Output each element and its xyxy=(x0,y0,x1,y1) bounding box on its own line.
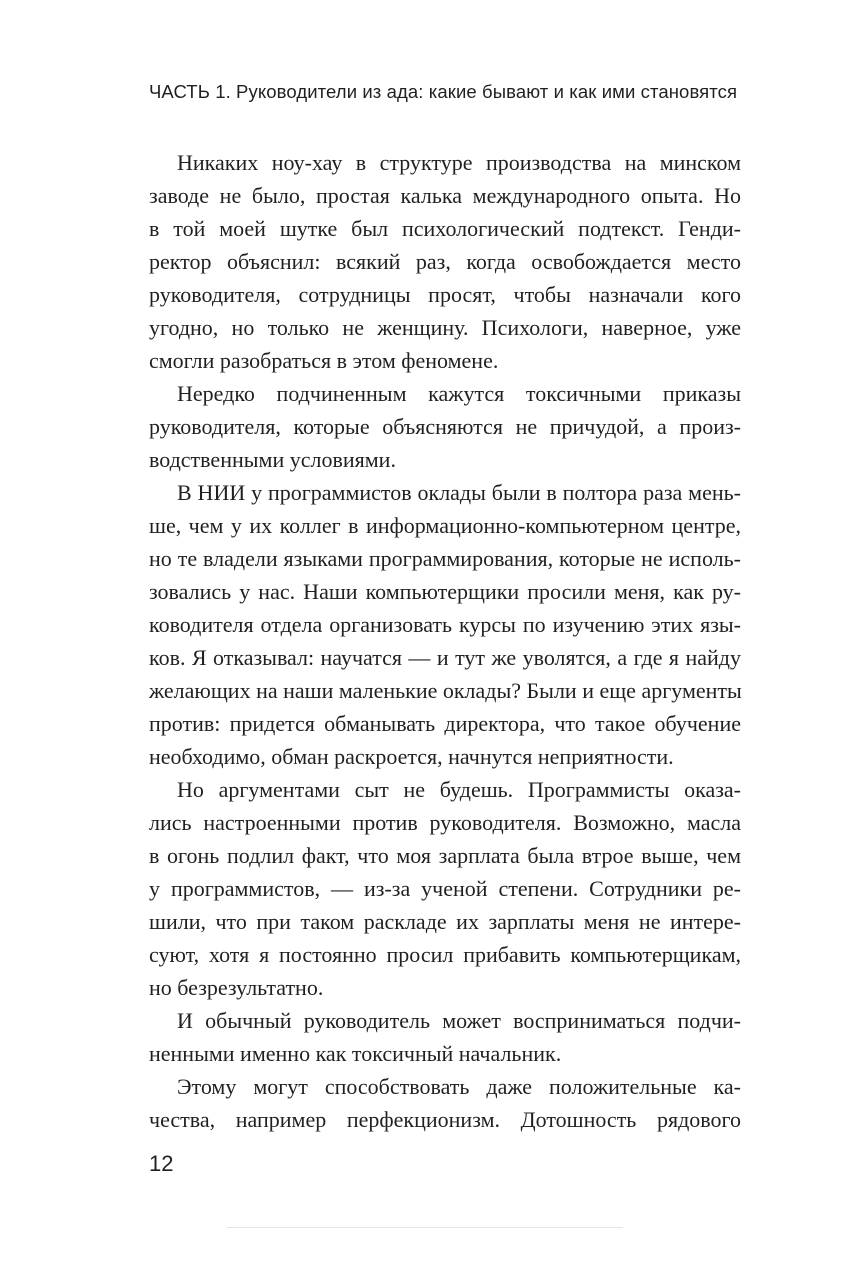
text-line: водственными условиями. xyxy=(149,447,396,472)
text-line: ненными именно как токсичный начальник. xyxy=(149,1041,562,1066)
body-text xyxy=(149,146,741,1136)
text-line: в той моей шутке был психологический подтекст. Генди- xyxy=(149,216,741,241)
paragraph xyxy=(149,476,741,773)
text-line: Нередко подчиненным кажутся токсичными приказы xyxy=(177,381,741,406)
text-line: ректор объяснил: всякий раз, когда освобождается место xyxy=(149,249,741,274)
text-line: против: придется обманывать директора, что такое обучение xyxy=(149,711,741,736)
text-line: ководителя отдела организовать курсы по изучению этих язы- xyxy=(149,612,741,637)
paragraph xyxy=(149,1070,741,1136)
text-line: В НИИ у программистов оклады были в полтора раза мень- xyxy=(177,480,741,505)
text-line: заводе не было, простая калька международного опыта. Но xyxy=(149,183,741,208)
text-line: желающих на наши маленькие оклады? Были и еще аргументы xyxy=(149,678,742,703)
text-line: необходимо, обман раскроется, начнутся неприятности. xyxy=(149,744,674,769)
bottom-rule xyxy=(227,1227,623,1228)
paragraph xyxy=(149,773,741,1004)
paragraph xyxy=(149,377,741,476)
text-line: Этому могут способствовать даже положительные ка- xyxy=(177,1074,741,1099)
text-line: Но аргументами сыт не будешь. Программисты оказа- xyxy=(177,777,741,802)
text-line: Никаких ноу-хау в структуре производства на минском xyxy=(177,150,741,175)
text-line: смогли разобраться в этом феномене. xyxy=(149,348,499,373)
text-line: суют, хотя я постоянно просил прибавить компьютерщикам, xyxy=(149,942,741,967)
text-line: руководителя, которые объясняются не причудой, а произ- xyxy=(149,414,741,439)
text-line: чества, например перфекционизм. Дотошность рядового xyxy=(149,1107,741,1132)
text-line: зовались у нас. Наши компьютерщики просили меня, как ру- xyxy=(149,579,741,604)
paragraph xyxy=(149,1004,741,1070)
text-line: И обычный руководитель может восприниматься подчи- xyxy=(177,1008,741,1033)
text-line: но те владели языками программирования, которые не исполь- xyxy=(149,546,741,571)
text-line: лись настроенными против руководителя. Возможно, масла xyxy=(149,810,741,835)
text-line: шили, что при таком раскладе их зарплаты меня не интере- xyxy=(149,909,741,934)
text-line: ков. Я отказывал: научатся — и тут же уволятся, а где я найду xyxy=(149,645,741,670)
text-line: руководителя, сотрудницы просят, чтобы назначали кого xyxy=(149,282,741,307)
page-number: 12 xyxy=(149,1151,174,1176)
text-line: у программистов, — из-за ученой степени. Сотрудники ре- xyxy=(149,876,741,901)
text-line: ше, чем у их коллег в информационно-компьютерном центре, xyxy=(149,513,741,538)
text-line: но безрезультатно. xyxy=(149,975,324,1000)
paragraph xyxy=(149,146,741,377)
text-line: угодно, но только не женщину. Психологи, наверное, уже xyxy=(149,315,741,340)
text-line: в огонь подлил факт, что моя зарплата была втрое выше, чем xyxy=(149,843,741,868)
running-head: ЧАСТЬ 1. Руководители из ада: какие бывают и как ими становятся xyxy=(149,81,738,102)
